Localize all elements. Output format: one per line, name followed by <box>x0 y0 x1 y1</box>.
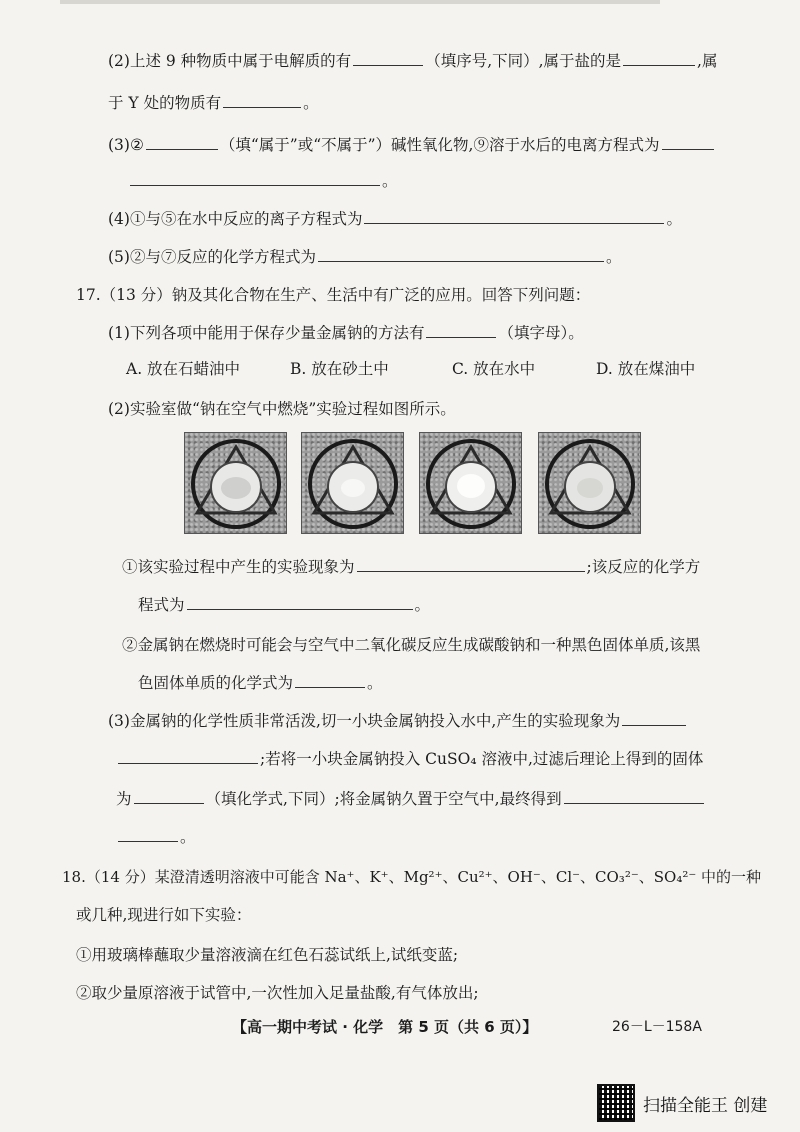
q16-p2-text-c: ,属 <box>697 52 718 70</box>
answer-blank[interactable] <box>134 789 204 804</box>
option-a: A. 放在石蜡油中 <box>126 360 241 378</box>
q16-p2-text-d: 于 Y 处的物质有 <box>108 94 222 112</box>
experiment-photos <box>184 432 674 534</box>
q17-p3-text-d: （填化学式,下同）;将金属钠久置于空气中,最终得到 <box>205 790 562 808</box>
q17-part3-line1 <box>108 710 688 732</box>
q16-p3-text-b: （填“属于”或“不属于”）碱性氧化物,⑨溶于水后的电离方程式为 <box>219 136 660 154</box>
answer-blank[interactable] <box>130 171 380 186</box>
answer-blank[interactable] <box>623 51 695 66</box>
q16-part3-line2 <box>128 170 398 192</box>
answer-blank[interactable] <box>353 51 423 66</box>
q17-sub2-line2 <box>138 672 383 694</box>
q16-p2-text-b: （填序号,下同）,属于盐的是 <box>425 52 622 70</box>
q17-part3-line3 <box>116 788 706 810</box>
q17-stem: 17.（13 分）钠及其化合物在生产、生活中有广泛的应用。回答下列问题： <box>76 286 591 304</box>
answer-blank[interactable] <box>295 673 365 688</box>
q16-p4-text: (4)①与⑤在水中反应的离子方程式为 <box>108 210 363 228</box>
q18-experiment-2: ②取少量原溶液于试管中,一次性加入足量盐酸,有气体放出; <box>76 984 479 1002</box>
scanner-label: 扫描全能王 创建 <box>643 1095 768 1116</box>
punct: 。 <box>666 210 682 228</box>
q16-part2-line2 <box>108 92 319 114</box>
q17-p1-tail: （填字母）。 <box>498 324 584 342</box>
q17-sub2-line1: ②金属钠在燃烧时可能会与空气中二氧化碳反应生成碳酸钠和一种黑色固体单质,该黑 <box>122 636 701 654</box>
punct: 。 <box>367 674 383 692</box>
option-d: D. 放在煤油中 <box>596 360 696 378</box>
q16-part5 <box>108 246 621 268</box>
q16-part3-line1 <box>108 134 716 156</box>
answer-blank[interactable] <box>146 135 218 150</box>
q17-part2: (2)实验室做“钠在空气中燃烧”实验过程如图所示。 <box>108 400 456 418</box>
punct: 。 <box>382 172 398 190</box>
answer-blank[interactable] <box>223 93 301 108</box>
q17-p1-text: (1)下列各项中能用于保存少量金属钠的方法有 <box>108 324 425 342</box>
footer-title: 【高一期中考试 · 化学 第 5 页（共 6 页）】 <box>232 1018 538 1036</box>
q17-p3-text-c: 为 <box>116 790 132 808</box>
q16-p3-text-a: (3)② <box>108 136 144 154</box>
answer-blank[interactable] <box>564 789 704 804</box>
punct: 。 <box>180 828 196 846</box>
answer-blank[interactable] <box>364 209 664 224</box>
q17-part1 <box>108 322 584 344</box>
q18-stem-line1: 18.（14 分）某澄清透明溶液中可能含 Na⁺、K⁺、Mg²⁺、Cu²⁺、OH⁻、Cl⁻、CO₃²⁻、SO₄²⁻ 中的一种 <box>62 868 762 886</box>
footer-code: 26－L－158A <box>612 1019 702 1035</box>
qr-code-icon <box>597 1084 635 1122</box>
punct: 。 <box>414 596 431 614</box>
answer-blank[interactable] <box>187 595 413 610</box>
q16-p5-text: (5)②与⑦反应的化学方程式为 <box>108 248 316 266</box>
option-b: B. 放在砂土中 <box>290 360 389 378</box>
q17-s1-text-c: 程式为 <box>138 596 185 614</box>
q18-stem-line2: 或几种,现进行如下实验： <box>76 906 252 924</box>
experiment-photo-1 <box>184 432 287 534</box>
answer-blank[interactable] <box>622 711 686 726</box>
q16-part4 <box>108 208 682 230</box>
q16-p2-text-a: (2)上述 9 种物质中属于电解质的有 <box>108 52 352 70</box>
punct: 。 <box>303 94 319 112</box>
q17-sub1-line2 <box>138 594 430 616</box>
answer-blank[interactable] <box>662 135 714 150</box>
q17-p3-text-a: (3)金属钠的化学性质非常活泼,切一小块金属钠投入水中,产生的实验现象为 <box>108 712 621 730</box>
q17-part3-line2 <box>116 748 703 770</box>
experiment-photo-4 <box>538 432 641 534</box>
answer-blank[interactable] <box>118 749 258 764</box>
answer-blank[interactable] <box>318 247 604 262</box>
experiment-photo-3 <box>419 432 522 534</box>
top-edge <box>60 0 660 4</box>
q16-part2-line1 <box>108 50 717 72</box>
q18-experiment-1: ①用玻璃棒蘸取少量溶液滴在红色石蕊试纸上,试纸变蓝; <box>76 946 459 964</box>
experiment-photo-2 <box>301 432 404 534</box>
scanner-watermark <box>597 1083 767 1123</box>
q17-p3-text-b: ;若将一小块金属钠投入 CuSO₄ 溶液中,过滤后理论上得到的固体 <box>260 750 704 768</box>
answer-blank[interactable] <box>357 557 585 572</box>
q17-sub1-line1 <box>122 556 700 578</box>
answer-blank[interactable] <box>118 827 178 842</box>
option-c: C. 放在水中 <box>452 360 536 378</box>
q17-s1-text-a: ①该实验过程中产生的实验现象为 <box>122 558 355 576</box>
q17-s2-text-b: 色固体单质的化学式为 <box>138 674 294 692</box>
q17-part3-line4 <box>116 826 196 848</box>
punct: 。 <box>605 248 622 266</box>
answer-blank[interactable] <box>426 323 496 338</box>
q17-s1-text-b: ;该反应的化学方 <box>586 558 701 576</box>
